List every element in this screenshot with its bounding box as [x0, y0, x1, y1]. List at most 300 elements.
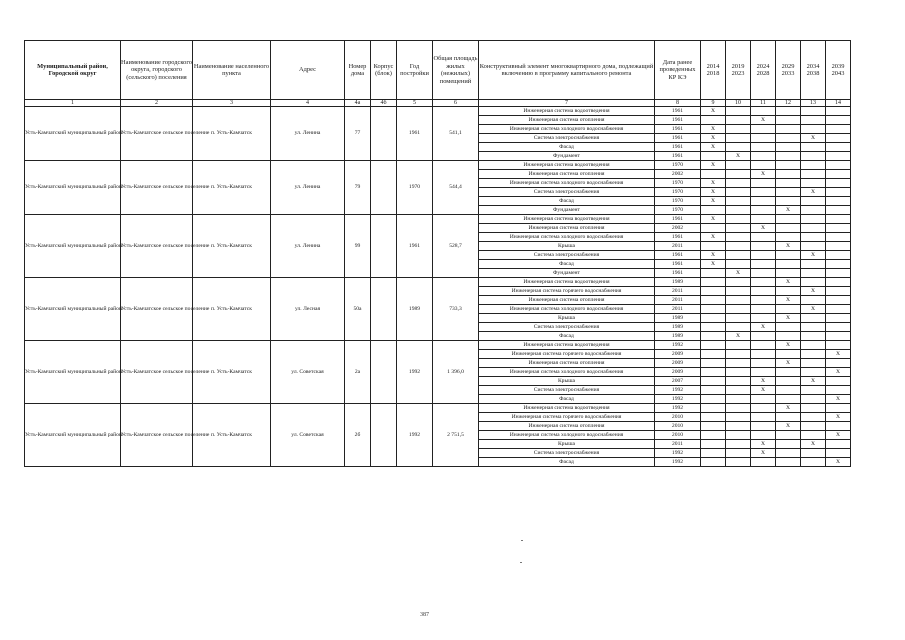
period-mark-cell: [751, 233, 776, 242]
column-number: 1: [25, 100, 121, 107]
block-cell: [371, 341, 397, 404]
header-prior-repair-date: Дата ранее проведенных КР КЭ: [655, 41, 701, 100]
area-cell: 528,7: [433, 215, 479, 278]
period-mark-cell: [801, 323, 826, 332]
period-mark-cell: [801, 197, 826, 206]
table-body: [25, 107, 851, 467]
element-name-cell: Инженерная система горячего водоснабжения: [479, 350, 655, 359]
prior-repair-date-cell: 1970: [655, 206, 701, 215]
prior-repair-date-cell: 2011: [655, 296, 701, 305]
period-mark-cell: [826, 233, 851, 242]
period-mark-cell: X: [701, 125, 726, 134]
table-row: [25, 278, 851, 287]
period-mark-cell: [801, 179, 826, 188]
locality-cell: п. Усть-Камчатск: [193, 215, 271, 278]
period-mark-cell: [726, 107, 751, 116]
column-number: 4б: [371, 100, 397, 107]
period-mark-cell: X: [751, 170, 776, 179]
period-mark-cell: [751, 161, 776, 170]
period-mark-cell: [826, 287, 851, 296]
header-period-2039: 2039 2043: [826, 41, 851, 100]
table-row: [25, 107, 851, 116]
prior-repair-date-cell: 2011: [655, 305, 701, 314]
header-area: Общая площадь жилых (нежилых) помещений: [433, 41, 479, 100]
period-mark-cell: [801, 125, 826, 134]
period-mark-cell: X: [801, 251, 826, 260]
period-mark-cell: [701, 359, 726, 368]
period-mark-cell: [801, 278, 826, 287]
period-mark-cell: [801, 422, 826, 431]
period-mark-cell: [826, 134, 851, 143]
period-mark-cell: [776, 233, 801, 242]
element-name-cell: Инженерная система отопления: [479, 296, 655, 305]
prior-repair-date-cell: 2011: [655, 242, 701, 251]
table-row: [25, 161, 851, 170]
area-cell: 733,3: [433, 278, 479, 341]
period-mark-cell: [751, 395, 776, 404]
column-number: 10: [726, 100, 751, 107]
period-mark-cell: [726, 242, 751, 251]
header-block: Корпус (блок): [371, 41, 397, 100]
period-mark-cell: [751, 350, 776, 359]
element-name-cell: Инженерная система холодного водоснабжения: [479, 179, 655, 188]
period-mark-cell: [751, 188, 776, 197]
period-mark-cell: [726, 395, 751, 404]
period-mark-cell: [726, 125, 751, 134]
period-mark-cell: [801, 233, 826, 242]
year-built-cell: 1992: [397, 404, 433, 467]
period-mark-cell: [776, 323, 801, 332]
prior-repair-date-cell: 1961: [655, 143, 701, 152]
block-cell: [371, 161, 397, 215]
period-mark-cell: [801, 143, 826, 152]
period-mark-cell: [826, 188, 851, 197]
prior-repair-date-cell: 1992: [655, 341, 701, 350]
header-house-number: Номер дома: [345, 41, 371, 100]
period-mark-cell: X: [751, 377, 776, 386]
period-mark-cell: [701, 404, 726, 413]
period-mark-cell: [826, 449, 851, 458]
period-mark-cell: [826, 404, 851, 413]
element-name-cell: Инженерная система холодного водоснабжения: [479, 368, 655, 377]
period-mark-cell: [726, 224, 751, 233]
column-number: 7: [479, 100, 655, 107]
period-mark-cell: [751, 296, 776, 305]
prior-repair-date-cell: 1961: [655, 134, 701, 143]
period-mark-cell: X: [826, 395, 851, 404]
street-cell: ул. Лесная: [271, 278, 345, 341]
element-name-cell: Фундамент: [479, 269, 655, 278]
period-mark-cell: [826, 422, 851, 431]
period-mark-cell: [751, 458, 776, 467]
locality-cell: п. Усть-Камчатск: [193, 107, 271, 161]
element-name-cell: Инженерная система водоотведения: [479, 278, 655, 287]
header-period-2019: 2019 2023: [726, 41, 751, 100]
prior-repair-date-cell: 2009: [655, 350, 701, 359]
period-mark-cell: [701, 152, 726, 161]
element-name-cell: Инженерная система водоотведения: [479, 107, 655, 116]
column-number-row: [25, 100, 851, 107]
period-mark-cell: [726, 359, 751, 368]
prior-repair-date-cell: 1961: [655, 215, 701, 224]
period-mark-cell: X: [776, 242, 801, 251]
element-name-cell: Инженерная система холодного водоснабжения: [479, 305, 655, 314]
period-mark-cell: [776, 260, 801, 269]
column-number: 2: [121, 100, 193, 107]
header-address: Адрес: [271, 41, 345, 100]
period-mark-cell: X: [701, 251, 726, 260]
period-mark-cell: [701, 305, 726, 314]
prior-repair-date-cell: 2009: [655, 368, 701, 377]
period-mark-cell: [801, 341, 826, 350]
period-mark-cell: X: [826, 458, 851, 467]
prior-repair-date-cell: 1992: [655, 458, 701, 467]
period-mark-cell: [826, 179, 851, 188]
element-name-cell: Крыша: [479, 242, 655, 251]
street-cell: ул. Советская: [271, 404, 345, 467]
period-mark-cell: [701, 350, 726, 359]
period-mark-cell: [726, 377, 751, 386]
period-mark-cell: [826, 305, 851, 314]
column-number: 11: [751, 100, 776, 107]
column-number: 6: [433, 100, 479, 107]
period-mark-cell: [801, 206, 826, 215]
element-name-cell: Система электроснабжения: [479, 323, 655, 332]
period-mark-cell: [826, 278, 851, 287]
period-mark-cell: [726, 350, 751, 359]
period-mark-cell: [776, 305, 801, 314]
settlement-cell: Усть-Камчатское сельское поселение: [121, 161, 193, 215]
period-mark-cell: [826, 314, 851, 323]
settlement-cell: Усть-Камчатское сельское поселение: [121, 278, 193, 341]
year-built-cell: 1992: [397, 341, 433, 404]
prior-repair-date-cell: 1961: [655, 233, 701, 242]
element-name-cell: Фасад: [479, 458, 655, 467]
period-mark-cell: [701, 287, 726, 296]
prior-repair-date-cell: 1970: [655, 188, 701, 197]
period-mark-cell: [776, 152, 801, 161]
period-mark-cell: [776, 179, 801, 188]
period-mark-cell: [751, 332, 776, 341]
element-name-cell: Инженерная система отопления: [479, 359, 655, 368]
period-mark-cell: [801, 116, 826, 125]
period-mark-cell: [726, 143, 751, 152]
period-mark-cell: [751, 179, 776, 188]
period-mark-cell: [726, 431, 751, 440]
element-name-cell: Инженерная система холодного водоснабжения: [479, 125, 655, 134]
prior-repair-date-cell: 1992: [655, 386, 701, 395]
period-mark-cell: [776, 377, 801, 386]
period-mark-cell: [801, 404, 826, 413]
period-mark-cell: [726, 404, 751, 413]
period-mark-cell: [826, 170, 851, 179]
house-number-cell: 2а: [345, 341, 371, 404]
page-number: 387: [420, 612, 429, 618]
element-name-cell: Система электроснабжения: [479, 449, 655, 458]
locality-cell: п. Усть-Камчатск: [193, 278, 271, 341]
period-mark-cell: [726, 134, 751, 143]
street-cell: ул. Советская: [271, 341, 345, 404]
period-mark-cell: [751, 413, 776, 422]
period-mark-cell: X: [701, 179, 726, 188]
period-mark-cell: [776, 440, 801, 449]
element-name-cell: Инженерная система отопления: [479, 116, 655, 125]
prior-repair-date-cell: 1989: [655, 278, 701, 287]
period-mark-cell: X: [751, 449, 776, 458]
period-mark-cell: X: [776, 341, 801, 350]
district-cell: Усть-Камчатский муниципальный район: [25, 107, 121, 161]
period-mark-cell: X: [751, 116, 776, 125]
element-name-cell: Фасад: [479, 332, 655, 341]
period-mark-cell: [776, 107, 801, 116]
element-name-cell: Инженерная система водоотведения: [479, 404, 655, 413]
prior-repair-date-cell: 1961: [655, 269, 701, 278]
period-mark-cell: X: [826, 431, 851, 440]
period-mark-cell: [751, 287, 776, 296]
period-mark-cell: [751, 152, 776, 161]
element-name-cell: Фундамент: [479, 152, 655, 161]
column-number: 8: [655, 100, 701, 107]
header-row: [25, 41, 851, 100]
period-mark-cell: [751, 278, 776, 287]
period-mark-cell: [801, 395, 826, 404]
period-mark-cell: [726, 278, 751, 287]
period-mark-cell: [776, 431, 801, 440]
period-mark-cell: X: [726, 332, 751, 341]
locality-cell: п. Усть-Камчатск: [193, 404, 271, 467]
period-mark-cell: [801, 161, 826, 170]
element-name-cell: Система электроснабжения: [479, 188, 655, 197]
period-mark-cell: X: [776, 404, 801, 413]
period-mark-cell: [801, 242, 826, 251]
period-mark-cell: [701, 116, 726, 125]
header-period-2014: 2014 2018: [701, 41, 726, 100]
period-mark-cell: [726, 233, 751, 242]
element-name-cell: Инженерная система отопления: [479, 170, 655, 179]
period-mark-cell: [801, 431, 826, 440]
period-mark-cell: [726, 260, 751, 269]
prior-repair-date-cell: 1970: [655, 197, 701, 206]
prior-repair-date-cell: 1961: [655, 251, 701, 260]
street-cell: ул. Ленина: [271, 107, 345, 161]
period-mark-cell: [776, 215, 801, 224]
period-mark-cell: [826, 206, 851, 215]
period-mark-cell: X: [701, 215, 726, 224]
period-mark-cell: [776, 116, 801, 125]
period-mark-cell: [776, 395, 801, 404]
period-mark-cell: [826, 251, 851, 260]
column-number: 14: [826, 100, 851, 107]
column-number: 9: [701, 100, 726, 107]
block-cell: [371, 107, 397, 161]
period-mark-cell: [776, 449, 801, 458]
period-mark-cell: [776, 161, 801, 170]
period-mark-cell: [726, 287, 751, 296]
period-mark-cell: [726, 422, 751, 431]
period-mark-cell: [826, 260, 851, 269]
period-mark-cell: [701, 242, 726, 251]
period-mark-cell: [726, 449, 751, 458]
period-mark-cell: [826, 215, 851, 224]
period-mark-cell: [751, 125, 776, 134]
prior-repair-date-cell: 1970: [655, 161, 701, 170]
period-mark-cell: [826, 386, 851, 395]
period-mark-cell: [701, 458, 726, 467]
period-mark-cell: X: [701, 107, 726, 116]
period-mark-cell: [701, 386, 726, 395]
block-cell: [371, 278, 397, 341]
prior-repair-date-cell: 1992: [655, 449, 701, 458]
period-mark-cell: [726, 179, 751, 188]
year-built-cell: 1961: [397, 215, 433, 278]
prior-repair-date-cell: 1989: [655, 332, 701, 341]
period-mark-cell: [751, 206, 776, 215]
house-number-cell: 50а: [345, 278, 371, 341]
period-mark-cell: [701, 296, 726, 305]
settlement-cell: Усть-Камчатское сельское поселение: [121, 341, 193, 404]
period-mark-cell: X: [701, 134, 726, 143]
column-number: 4а: [345, 100, 371, 107]
period-mark-cell: [701, 440, 726, 449]
period-mark-cell: [801, 350, 826, 359]
period-mark-cell: [751, 341, 776, 350]
period-mark-cell: [801, 332, 826, 341]
period-mark-cell: [776, 332, 801, 341]
period-mark-cell: [801, 458, 826, 467]
header-period-2024: 2024 2028: [751, 41, 776, 100]
period-mark-cell: [826, 125, 851, 134]
header-locality: Наименование населенного пункта: [193, 41, 271, 100]
element-name-cell: Инженерная система горячего водоснабжения: [479, 413, 655, 422]
period-mark-cell: [726, 170, 751, 179]
period-mark-cell: X: [826, 413, 851, 422]
period-mark-cell: [826, 332, 851, 341]
element-name-cell: Фасад: [479, 260, 655, 269]
area-cell: 541,1: [433, 107, 479, 161]
column-number: 4: [271, 100, 345, 107]
period-mark-cell: [726, 305, 751, 314]
period-mark-cell: X: [701, 161, 726, 170]
period-mark-cell: [701, 224, 726, 233]
period-mark-cell: [776, 170, 801, 179]
period-mark-cell: [751, 368, 776, 377]
element-name-cell: Фундамент: [479, 206, 655, 215]
period-mark-cell: [726, 296, 751, 305]
prior-repair-date-cell: 2010: [655, 431, 701, 440]
period-mark-cell: X: [751, 440, 776, 449]
year-built-cell: 1961: [397, 107, 433, 161]
period-mark-cell: [726, 116, 751, 125]
element-name-cell: Фасад: [479, 143, 655, 152]
prior-repair-date-cell: 1992: [655, 404, 701, 413]
period-mark-cell: [826, 224, 851, 233]
locality-cell: п. Усть-Камчатск: [193, 161, 271, 215]
period-mark-cell: [751, 197, 776, 206]
period-mark-cell: [726, 368, 751, 377]
prior-repair-date-cell: 1961: [655, 152, 701, 161]
element-name-cell: Крыша: [479, 377, 655, 386]
period-mark-cell: [801, 170, 826, 179]
area-cell: 2 751,5: [433, 404, 479, 467]
period-mark-cell: [826, 296, 851, 305]
period-mark-cell: X: [701, 188, 726, 197]
district-cell: Усть-Камчатский муниципальный район: [25, 278, 121, 341]
period-mark-cell: [726, 188, 751, 197]
prior-repair-date-cell: 1992: [655, 395, 701, 404]
prior-repair-date-cell: 1961: [655, 107, 701, 116]
period-mark-cell: X: [701, 233, 726, 242]
element-name-cell: Инженерная система горячего водоснабжения: [479, 287, 655, 296]
settlement-cell: Усть-Камчатское сельское поселение: [121, 404, 193, 467]
period-mark-cell: X: [776, 422, 801, 431]
period-mark-cell: [776, 143, 801, 152]
period-mark-cell: [801, 449, 826, 458]
period-mark-cell: [776, 251, 801, 260]
element-name-cell: Инженерная система водоотведения: [479, 161, 655, 170]
header-settlement: Наименование городского округа, городского (сельского) поселения: [121, 41, 193, 100]
prior-repair-date-cell: 1989: [655, 314, 701, 323]
district-cell: Усть-Камчатский муниципальный район: [25, 161, 121, 215]
period-mark-cell: [776, 188, 801, 197]
table-row: [25, 215, 851, 224]
period-mark-cell: X: [751, 323, 776, 332]
period-mark-cell: [701, 323, 726, 332]
district-cell: Усть-Камчатский муниципальный район: [25, 215, 121, 278]
period-mark-cell: X: [826, 368, 851, 377]
area-cell: 544,4: [433, 161, 479, 215]
period-mark-cell: [776, 224, 801, 233]
header-period-2034: 2034 2038: [801, 41, 826, 100]
column-number: 3: [193, 100, 271, 107]
period-mark-cell: X: [701, 143, 726, 152]
prior-repair-date-cell: 2010: [655, 413, 701, 422]
district-cell: Усть-Камчатский муниципальный район: [25, 341, 121, 404]
area-cell: 1 396,0: [433, 341, 479, 404]
period-mark-cell: X: [751, 386, 776, 395]
period-mark-cell: [726, 440, 751, 449]
prior-repair-date-cell: 2007: [655, 377, 701, 386]
period-mark-cell: [801, 215, 826, 224]
period-mark-cell: [776, 368, 801, 377]
block-cell: [371, 404, 397, 467]
period-mark-cell: [751, 134, 776, 143]
register-sheet: [24, 40, 850, 467]
period-mark-cell: [826, 143, 851, 152]
prior-repair-date-cell: 2011: [655, 440, 701, 449]
prior-repair-date-cell: 2011: [655, 287, 701, 296]
period-mark-cell: [751, 143, 776, 152]
period-mark-cell: [701, 395, 726, 404]
year-built-cell: 1970: [397, 161, 433, 215]
street-cell: ул. Ленина: [271, 215, 345, 278]
period-mark-cell: [726, 215, 751, 224]
period-mark-cell: X: [751, 224, 776, 233]
period-mark-cell: X: [701, 197, 726, 206]
period-mark-cell: X: [776, 314, 801, 323]
settlement-cell: Усть-Камчатское сельское поселение: [121, 215, 193, 278]
period-mark-cell: [701, 413, 726, 422]
element-name-cell: Система электроснабжения: [479, 134, 655, 143]
year-built-cell: 1989: [397, 278, 433, 341]
period-mark-cell: [826, 116, 851, 125]
period-mark-cell: [726, 206, 751, 215]
element-name-cell: Фасад: [479, 395, 655, 404]
period-mark-cell: [826, 323, 851, 332]
repair-program-table: [24, 40, 851, 467]
element-name-cell: Инженерная система отопления: [479, 224, 655, 233]
prior-repair-date-cell: 2009: [655, 359, 701, 368]
district-cell: Усть-Камчатский муниципальный район: [25, 404, 121, 467]
